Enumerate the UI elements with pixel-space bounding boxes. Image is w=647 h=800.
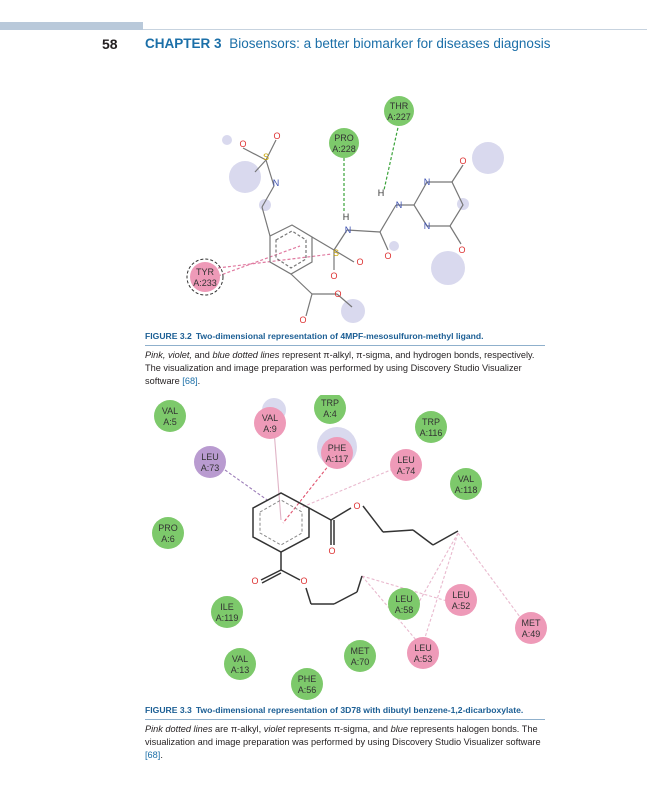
svg-text:O: O [330, 271, 338, 281]
svg-text:MET: MET [350, 646, 370, 656]
svg-text:TRP: TRP [321, 398, 339, 408]
svg-text:A:6: A:6 [161, 534, 175, 544]
svg-text:O: O [458, 245, 466, 255]
svg-text:TYR: TYR [196, 267, 214, 277]
svg-text:O: O [459, 156, 467, 166]
residue-trp-4 [314, 395, 346, 424]
chapter-title: Biosensors: a better biomarker for diseases diagnosis [229, 36, 551, 51]
svg-text:LEU: LEU [452, 590, 470, 600]
svg-text:PHE: PHE [327, 443, 347, 453]
svg-text:N: N [272, 178, 280, 188]
svg-text:A:49: A:49 [521, 629, 541, 639]
svg-text:A:58: A:58 [394, 605, 414, 615]
svg-text:LEU: LEU [395, 594, 413, 604]
figure-3-3-title: FIGURE 3.3 Two-dimensional representation of 3D78 with dibutyl benzene-1,2-dicarboxylate. [145, 704, 545, 720]
residue-pro-228 [329, 128, 359, 158]
svg-text:A:116: A:116 [419, 428, 443, 438]
svg-text:A:74: A:74 [396, 466, 416, 476]
svg-text:A:53: A:53 [413, 654, 433, 664]
svg-text:A:4: A:4 [323, 409, 337, 419]
svg-text:O: O [328, 546, 336, 556]
residue-val-9 [254, 407, 286, 439]
svg-text:A:228: A:228 [332, 144, 356, 154]
residue-met-70 [344, 640, 376, 672]
residue-val-13 [224, 648, 256, 680]
svg-text:THR: THR [389, 101, 409, 111]
svg-text:N: N [395, 200, 403, 210]
svg-text:A:5: A:5 [163, 417, 177, 427]
svg-text:A:70: A:70 [350, 657, 370, 667]
figure-3-2-diagram [0, 85, 647, 325]
residue-val-5 [154, 400, 186, 432]
svg-text:O: O [251, 576, 259, 586]
svg-text:PHE: PHE [297, 674, 317, 684]
svg-text:S: S [332, 248, 340, 258]
residue-leu-52 [445, 584, 477, 616]
atom-labels [239, 131, 466, 325]
residue-phe-117 [321, 437, 353, 469]
residue-leu-53 [407, 637, 439, 669]
header-rule [143, 29, 647, 30]
svg-text:H: H [377, 188, 385, 198]
svg-text:A:9: A:9 [263, 424, 277, 434]
svg-text:MET: MET [521, 618, 541, 628]
svg-text:N: N [344, 225, 352, 235]
residue-leu-73 [194, 446, 226, 478]
svg-text:VAL: VAL [231, 654, 249, 664]
atom-labels-2 [251, 501, 360, 586]
figure-3-2-caption: FIGURE 3.2 Two-dimensional representation of 4MPF-mesosulfuron-methyl ligand. Pink, violet, and blue dotted lines represent π-alkyl, π-sigma, and hydrogen bonds, respectively. The visualization and image preparation was performed by using Discovery Studio Visualizer software [68]. [145, 330, 545, 388]
svg-text:O: O [334, 289, 342, 299]
reference-link[interactable]: [68] [182, 376, 198, 386]
chapter-label: CHAPTER 3 [145, 36, 222, 51]
svg-text:O: O [356, 257, 364, 267]
header-accent-bar [0, 22, 143, 30]
svg-text:O: O [273, 131, 281, 141]
figure-3-3-diagram [0, 395, 647, 700]
svg-text:A:13: A:13 [230, 665, 250, 675]
svg-text:N: N [423, 177, 431, 187]
svg-text:PRO: PRO [334, 133, 354, 143]
residue-phe-56 [291, 668, 323, 700]
svg-text:VAL: VAL [457, 474, 475, 484]
figure-3-3-caption: FIGURE 3.3 Two-dimensional representation of 3D78 with dibutyl benzene-1,2-dicarboxylate. Pink dotted lines are π-alkyl, violet represents π-sigma, and blue represents halogen bonds. The visualization and image preparation was performed by using Discovery Studio Visualizer software [68]. [145, 704, 545, 762]
svg-text:A:227: A:227 [387, 112, 411, 122]
svg-text:S: S [262, 152, 270, 162]
residue-leu-58 [388, 588, 420, 620]
svg-text:A:233: A:233 [193, 278, 217, 288]
residue-thr-227 [384, 96, 414, 126]
residue-leu-74 [390, 449, 422, 481]
svg-text:PRO: PRO [158, 523, 178, 533]
svg-text:A:52: A:52 [451, 601, 471, 611]
residue-ile-119 [211, 596, 243, 628]
residue-trp-116 [415, 411, 447, 443]
page-number: 58 [102, 36, 118, 52]
figure-3-2-title: FIGURE 3.2 Two-dimensional representation of 4MPF-mesosulfuron-methyl ligand. [145, 330, 545, 346]
svg-text:LEU: LEU [414, 643, 432, 653]
svg-text:A:118: A:118 [454, 485, 478, 495]
svg-text:A:119: A:119 [215, 613, 239, 623]
svg-text:O: O [384, 251, 392, 261]
svg-text:LEU: LEU [201, 452, 219, 462]
svg-text:N: N [423, 221, 431, 231]
svg-text:O: O [353, 501, 361, 511]
svg-text:ILE: ILE [220, 602, 234, 612]
running-head [145, 36, 550, 51]
svg-text:A:73: A:73 [200, 463, 220, 473]
svg-text:VAL: VAL [161, 406, 179, 416]
residue-val-118 [450, 468, 482, 500]
svg-text:A:56: A:56 [297, 685, 317, 695]
reference-link-2[interactable]: [68] [145, 750, 161, 760]
svg-text:O: O [239, 139, 247, 149]
svg-text:H: H [342, 212, 350, 222]
svg-text:A:117: A:117 [325, 454, 349, 464]
residue-pro-6 [152, 517, 184, 549]
svg-text:O: O [299, 315, 307, 325]
svg-text:VAL: VAL [261, 413, 279, 423]
svg-text:LEU: LEU [397, 455, 415, 465]
svg-text:TRP: TRP [422, 417, 440, 427]
svg-text:O: O [300, 576, 308, 586]
residue-tyr-233 [187, 259, 223, 295]
residue-met-49 [515, 612, 547, 644]
